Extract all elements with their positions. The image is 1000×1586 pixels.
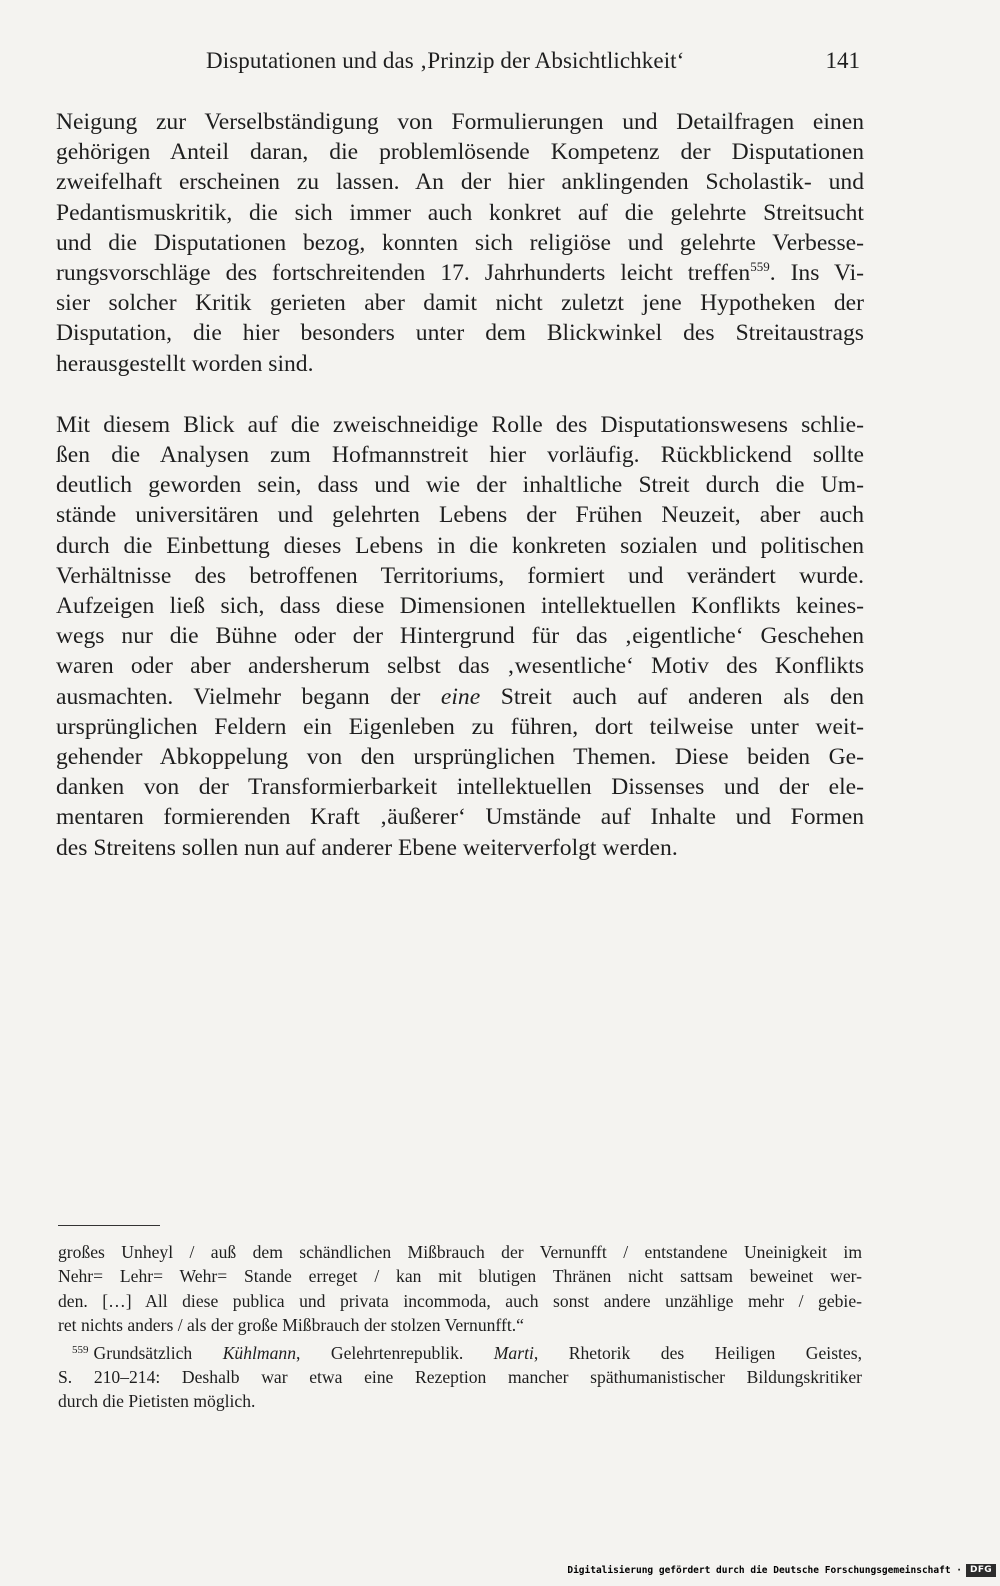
dfg-logo-icon: DFG — [966, 1564, 996, 1577]
text-line: Pedantismuskritik, die sich immer auch konkret auf die gelehrte Streitsucht — [56, 199, 864, 226]
footnotes — [58, 1240, 862, 1414]
italic-emphasis: eine — [440, 683, 481, 710]
footnote-reference-559[interactable]: 559 — [750, 259, 770, 275]
digitization-text: Digitalisierung gefördert durch die Deutsche Forschungsgemeinschaft · — [567, 1564, 962, 1576]
text-line: durch die Einbettung dieses Lebens in die konkreten sozialen und politischen — [56, 532, 864, 559]
text-segment: , Gelehrtenrepublik. — [296, 1342, 464, 1363]
text-line: waren oder aber andersherum selbst das ‚wesentliche‘ Motiv des Konflikts — [56, 653, 864, 680]
footnote-line: S. 210–214: Deshalb war etwa eine Rezeption mancher späthumanistischer Bildungskritiker — [58, 1367, 862, 1388]
paragraph-2 — [56, 410, 864, 863]
text-line: zweifelhaft erscheinen zu lassen. An der hier anklingenden Scholastik- und — [56, 169, 864, 196]
running-head — [56, 48, 864, 84]
text-line — [56, 258, 864, 288]
footnote-line: Nehr= Lehr= Wehr= Stande erreget / kan mit blutigen Thränen nicht sattsam beweinet wer- — [58, 1266, 862, 1287]
text-line: stände universitären und gelehrten Lebens der Frühen Neuzeit, aber auch — [56, 502, 864, 529]
text-line: herausgestellt worden sind. — [56, 350, 314, 377]
text-line: danken von der Transformierbarkeit intellektuellen Dissenses und der ele- — [56, 774, 864, 801]
text-line: Neigung zur Verselbständigung von Formulierungen und Detailfragen einen — [56, 109, 864, 135]
text-line — [56, 682, 864, 712]
text-line: des Streitens sollen nun auf anderer Ebene weiterverfolgt werden. — [56, 834, 678, 861]
author-name-italic: Kühlmann — [222, 1342, 297, 1363]
page-number: 141 — [825, 48, 860, 73]
text-segment: Streit auch auf anderen als den — [500, 683, 865, 710]
text-line: Mit diesem Blick auf die zweischneidige Rolle des Disputationswesens schlie- — [56, 411, 864, 438]
text-line: deutlich geworden sein, dass und wie der inhaltliche Streit durch die Um- — [56, 472, 864, 499]
digitization-notice — [567, 1562, 996, 1578]
text-segment: rungsvorschläge des fortschreitenden 17. Jahrhunderts leicht treffen — [56, 260, 751, 287]
author-name-italic: Marti — [493, 1342, 534, 1363]
text-segment: , Rhetorik des Heiligen Geistes, — [533, 1342, 862, 1363]
text-segment: . Ins Vi- — [769, 260, 864, 287]
text-line: sier solcher Kritik gerieten aber damit nicht zuletzt jene Hypotheken der — [56, 290, 864, 317]
paragraph-1 — [56, 107, 864, 379]
footnote-line: durch die Pietisten möglich. — [58, 1391, 256, 1412]
text-segment: ausmachten. Vielmehr begann der — [56, 683, 421, 710]
footnote-continued — [58, 1240, 862, 1338]
text-line: mentaren formierenden Kraft ‚äußerer‘ Umstände auf Inhalte und Formen — [56, 804, 864, 831]
text-line: wegs nur die Bühne oder der Hintergrund für das ‚eigentliche‘ Geschehen — [56, 623, 864, 650]
text-line: Aufzeigen ließ sich, dass diese Dimensionen intellektuellen Konflikts keines- — [56, 593, 864, 620]
footnote-line: ret nichts anders / als der große Mißbrauch der stolzen Vernunfft.“ — [58, 1315, 524, 1336]
main-text — [56, 107, 864, 863]
footnote-line — [58, 1341, 862, 1365]
running-head-title: Disputationen und das ‚Prinzip der Absichtlichkeit‘ — [206, 48, 685, 73]
text-line: ßen die Analysen zum Hofmannstreit hier vorläufig. Rückblickend sollte — [56, 442, 864, 469]
footnote-559 — [58, 1341, 862, 1414]
text-line: Disputation, die hier besonders unter dem Blickwinkel des Streitaustrags — [56, 320, 864, 347]
footnote-line: großes Unheyl / auß dem schändlichen Mißbrauch der Vernunfft / entstandene Uneinigkeit im — [58, 1242, 862, 1262]
text-line: gehörigen Anteil daran, die problemlösende Kompetenz der Disputationen — [56, 139, 864, 166]
text-line: Verhältnisse des betroffenen Territoriums, formiert und verändert wurde. — [56, 562, 864, 589]
text-line: ursprünglichen Feldern ein Eigenleben zu führen, dort teilweise unter weit- — [56, 713, 864, 740]
footnote-line: den. […] All diese publica und privata incommoda, auch sonst andere unzählige mehr / gebie- — [58, 1290, 862, 1311]
footnote-number: 559 — [72, 1343, 89, 1356]
text-line: und die Disputationen bezog, konnten sich religiöse und gelehrte Verbesse- — [56, 229, 864, 256]
text-line: gehender Abkoppelung von den ursprünglichen Themen. Diese beiden Ge- — [56, 744, 864, 771]
text-segment: Grundsätzlich — [93, 1342, 193, 1363]
footnote-separator — [58, 1225, 160, 1226]
